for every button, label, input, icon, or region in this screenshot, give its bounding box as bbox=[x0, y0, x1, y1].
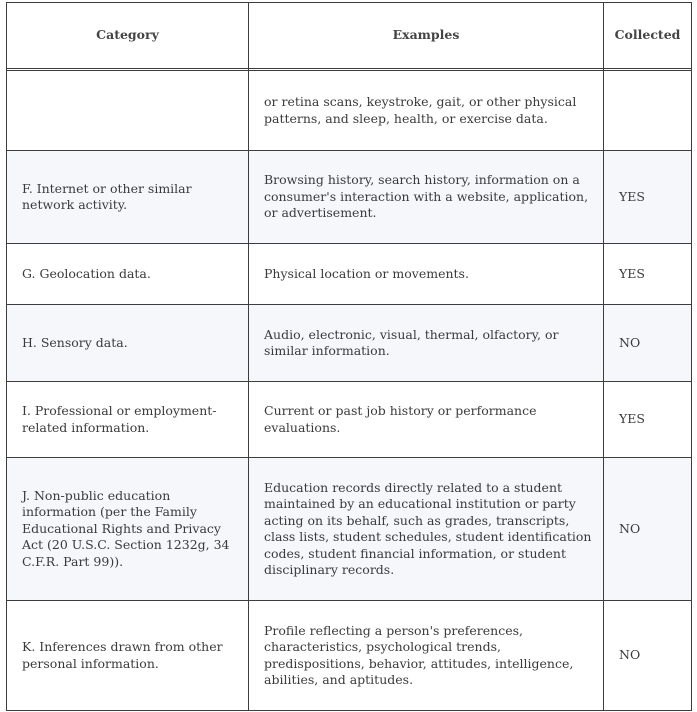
header-examples: Examples bbox=[248, 3, 603, 68]
examples-cell: Current or past job history or performance evaluations. bbox=[248, 382, 603, 457]
table-row bbox=[6, 382, 692, 458]
collected-cell: NO bbox=[603, 305, 692, 381]
table-row bbox=[6, 151, 692, 244]
collected-cell: YES bbox=[603, 151, 692, 243]
collected-cell: NO bbox=[603, 458, 692, 600]
category-cell: K. Inferences drawn from other personal information. bbox=[6, 601, 248, 710]
header-category: Category bbox=[6, 3, 248, 68]
collected-cell: YES bbox=[603, 382, 692, 457]
category-cell: J. Non-public education information (per the Family Educational Rights and Privacy Act (20 U.S.C. Section 1232g, 34 C.F.R. Part 99)). bbox=[6, 458, 248, 600]
category-cell: F. Internet or other similar network activity. bbox=[6, 151, 248, 243]
category-cell: G. Geolocation data. bbox=[6, 244, 248, 304]
category-cell bbox=[6, 71, 248, 150]
examples-cell: or retina scans, keystroke, gait, or other physical patterns, and sleep, health, or exercise data. bbox=[248, 71, 603, 150]
examples-cell: Education records directly related to a student maintained by an educational institution or party acting on its behalf, such as grades, transcripts, class lists, student schedules, student identification codes, student financial information, or student disciplinary records. bbox=[248, 458, 603, 600]
table-row bbox=[6, 244, 692, 305]
examples-cell: Physical location or movements. bbox=[248, 244, 603, 304]
examples-cell: Profile reflecting a person's preferences, characteristics, psychological trends, predispositions, behavior, attitudes, intelligence, abilities, and aptitudes. bbox=[248, 601, 603, 710]
table-row bbox=[6, 71, 692, 151]
header-collected: Collected bbox=[603, 3, 692, 68]
collected-cell: NO bbox=[603, 601, 692, 710]
category-cell: I. Professional or employment-related information. bbox=[6, 382, 248, 457]
table-row bbox=[6, 458, 692, 601]
table-row bbox=[6, 601, 692, 711]
examples-cell: Audio, electronic, visual, thermal, olfactory, or similar information. bbox=[248, 305, 603, 381]
collected-cell bbox=[603, 71, 692, 150]
examples-cell: Browsing history, search history, information on a consumer's interaction with a website, application, or advertisement. bbox=[248, 151, 603, 243]
collected-cell: YES bbox=[603, 244, 692, 304]
category-cell: H. Sensory data. bbox=[6, 305, 248, 381]
data-collection-table bbox=[6, 2, 692, 711]
table-row bbox=[6, 305, 692, 382]
table-header-row bbox=[6, 2, 692, 68]
